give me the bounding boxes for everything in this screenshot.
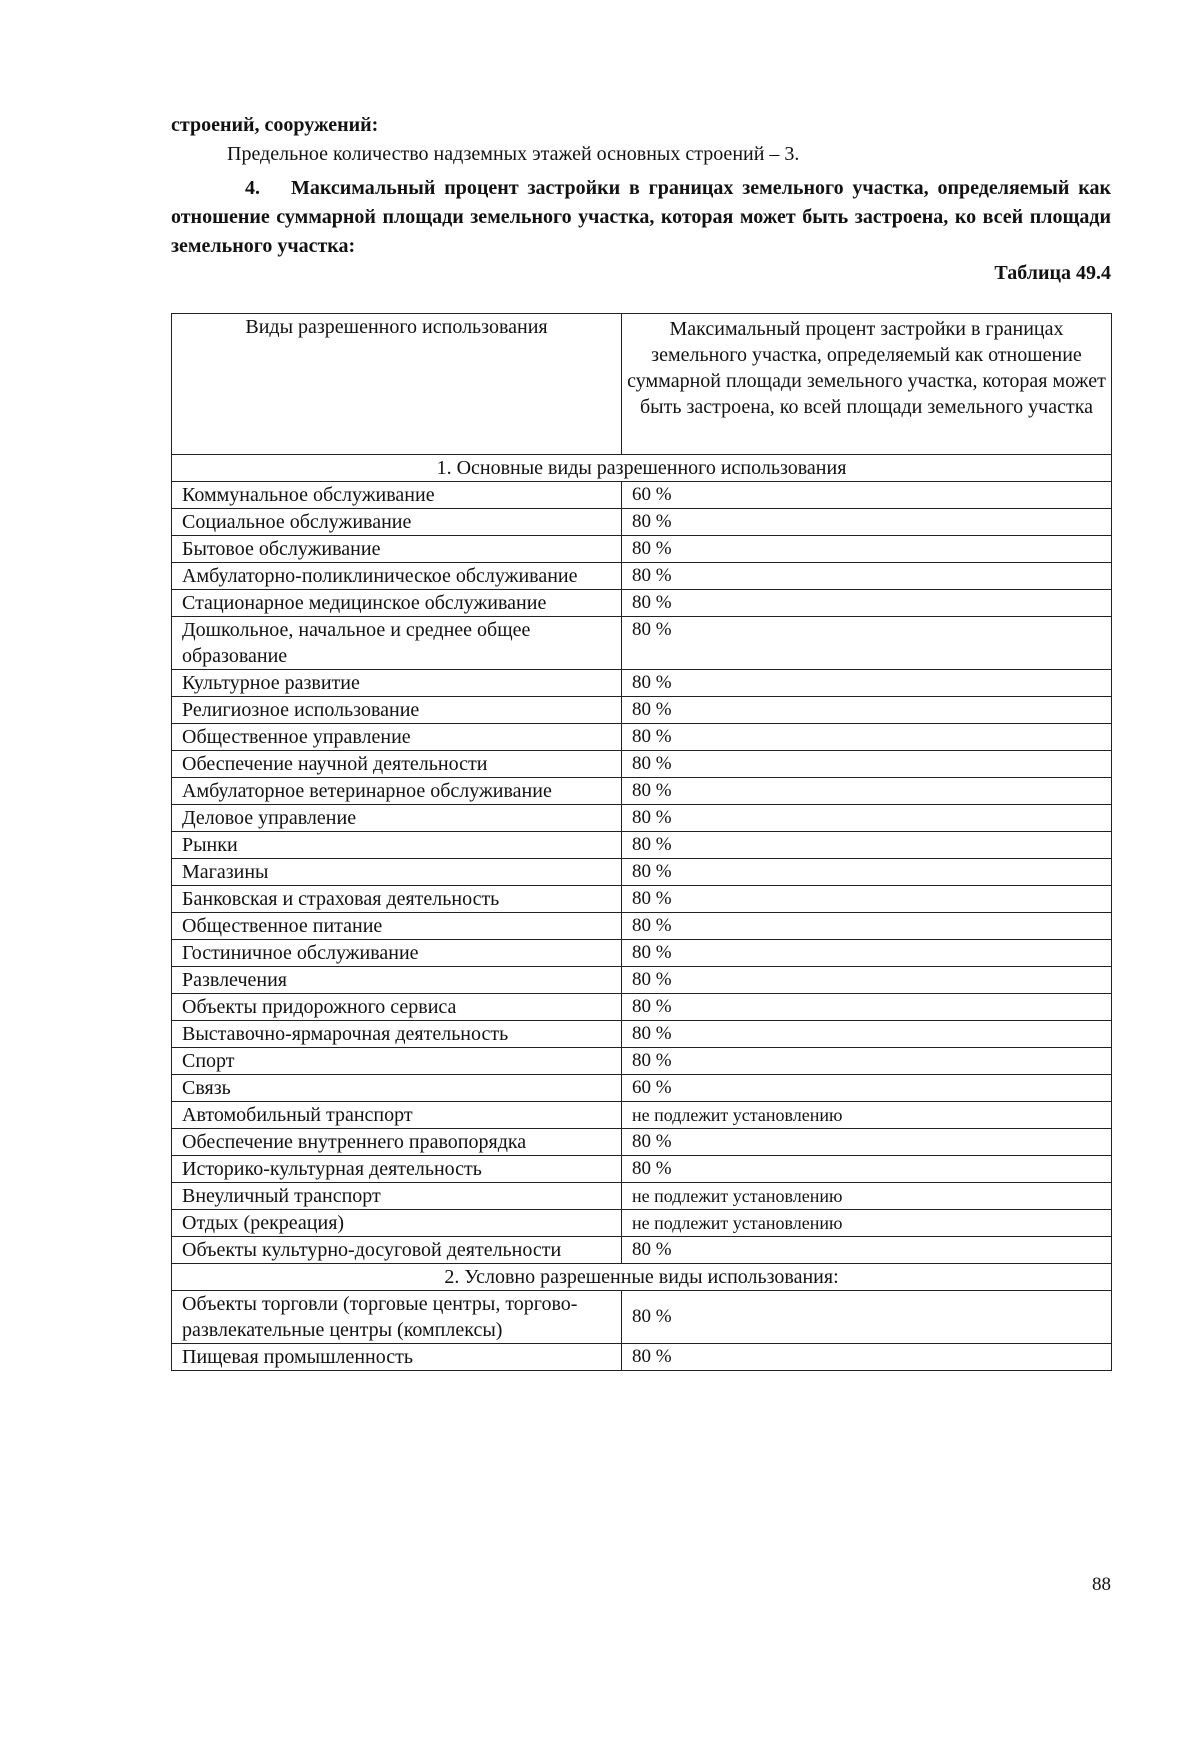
table-row [172,859,1112,886]
use-type-cell: Деловое управление [172,805,622,832]
table-row [172,805,1112,832]
coverage-value-cell: 80 % [622,751,1112,778]
coverage-value-cell: 80 % [622,590,1112,617]
coverage-value-cell: 80 % [622,778,1112,805]
coverage-value-cell: 80 % [622,509,1112,536]
coverage-value-cell: 80 % [622,805,1112,832]
coverage-value-cell: 80 % [622,886,1112,913]
coverage-value-cell: 60 % [622,1075,1112,1102]
use-type-cell: Обеспечение внутреннего правопорядка [172,1129,622,1156]
section-title: 1. Основные виды разрешенного использования [172,455,1112,482]
use-type-cell: Культурное развитие [172,670,622,697]
coverage-value-cell: 80 % [622,563,1112,590]
coverage-value-cell: 80 % [622,940,1112,967]
use-type-cell: Развлечения [172,967,622,994]
coverage-value-cell: 80 % [622,832,1112,859]
coverage-value-cell: 80 % [622,670,1112,697]
use-type-cell: Стационарное медицинское обслуживание [172,590,622,617]
building-coverage-table [171,313,1112,1371]
table-row [172,1210,1112,1237]
table-row [172,778,1112,805]
use-type-cell: Амбулаторно-поликлиническое обслуживание [172,563,622,590]
table-row [172,940,1112,967]
coverage-value-cell: 80 % [622,724,1112,751]
table-row [172,913,1112,940]
section-4-heading [171,174,1111,261]
use-type-cell: Гостиничное обслуживание [172,940,622,967]
section-heading-continuation: строений, сооружений: [171,114,379,136]
use-type-cell: Связь [172,1075,622,1102]
table-header-row [172,314,1112,455]
coverage-value-cell: не подлежит установлению [622,1210,1112,1237]
coverage-value-cell: 80 % [622,859,1112,886]
coverage-value-cell: 80 % [622,994,1112,1021]
table-row [172,590,1112,617]
table-row [172,1344,1112,1371]
section-title: 2. Условно разрешенные виды использования: [172,1264,1112,1291]
use-type-cell: Обеспечение научной деятельности [172,751,622,778]
table-row [172,1075,1112,1102]
table-row [172,1183,1112,1210]
floors-limit-text: Предельное количество надземных этажей основных строений – 3. [227,143,800,165]
use-type-cell: Дошкольное, начальное и среднее общее образование [172,617,622,670]
coverage-value-cell: 60 % [622,482,1112,509]
table-row [172,1291,1112,1344]
use-type-cell: Общественное питание [172,913,622,940]
use-type-cell: Историко-культурная деятельность [172,1156,622,1183]
use-type-cell: Внеуличный транспорт [172,1183,622,1210]
use-type-cell: Банковская и страховая деятельность [172,886,622,913]
use-type-cell: Выставочно-ярмарочная деятельность [172,1021,622,1048]
use-type-cell: Социальное обслуживание [172,509,622,536]
use-type-cell: Отдых (рекреация) [172,1210,622,1237]
use-type-cell: Магазины [172,859,622,886]
coverage-value-cell: 80 % [622,1237,1112,1264]
use-type-cell: Автомобильный транспорт [172,1102,622,1129]
table-row [172,670,1112,697]
coverage-value-cell: не подлежит установлению [622,1102,1112,1129]
use-type-cell: Коммунальное обслуживание [172,482,622,509]
section-title-row [172,455,1112,482]
table-row [172,1021,1112,1048]
use-type-cell: Спорт [172,1048,622,1075]
use-type-cell: Религиозное использование [172,697,622,724]
table-row [172,1129,1112,1156]
header-use-types: Виды разрешенного использования [172,314,622,455]
coverage-value-cell: 80 % [622,697,1112,724]
table-caption: Таблица 49.4 [994,262,1111,284]
section-4-text: Максимальный процент застройки в границах земельного участка, определяемый как отношение суммарной площади земельного участка, которая может быть застроена, ко всей площади земельного участка: [171,177,1111,257]
use-type-cell: Пищевая промышленность [172,1344,622,1371]
table-row [172,536,1112,563]
use-type-cell: Амбулаторное ветеринарное обслуживание [172,778,622,805]
table-row [172,563,1112,590]
use-type-cell: Рынки [172,832,622,859]
coverage-value-cell: 80 % [622,1344,1112,1371]
coverage-value-cell: 80 % [622,1291,1112,1344]
section-title-row [172,1264,1112,1291]
coverage-value-cell: 80 % [622,617,1112,670]
header-max-percent: Максимальный процент застройки в границах земельного участка, определяемый как отношение суммарной площади земельного участка, которая может быть застроена, ко всей площади земельного участка [622,314,1112,455]
use-type-cell: Объекты культурно-досуговой деятельности [172,1237,622,1264]
table-row [172,697,1112,724]
use-type-cell: Объекты придорожного сервиса [172,994,622,1021]
use-type-cell: Бытовое обслуживание [172,536,622,563]
coverage-value-cell: 80 % [622,1156,1112,1183]
table-row [172,724,1112,751]
table-row [172,509,1112,536]
coverage-value-cell: 80 % [622,536,1112,563]
table-row [172,994,1112,1021]
coverage-value-cell: 80 % [622,1021,1112,1048]
table-row [172,751,1112,778]
table-row [172,1048,1112,1075]
table-row [172,617,1112,670]
table-row [172,886,1112,913]
table-row [172,967,1112,994]
coverage-value-cell: 80 % [622,967,1112,994]
table-row [172,1102,1112,1129]
section-4-number: 4. [245,177,260,199]
coverage-value-cell: 80 % [622,1129,1112,1156]
table-row [172,482,1112,509]
table-body [172,455,1112,1371]
coverage-value-cell: не подлежит установлению [622,1183,1112,1210]
coverage-value-cell: 80 % [622,1048,1112,1075]
coverage-value-cell: 80 % [622,913,1112,940]
use-type-cell: Объекты торговли (торговые центры, торгово-развлекательные центры (комплексы) [172,1291,622,1344]
table-row [172,832,1112,859]
use-type-cell: Общественное управление [172,724,622,751]
table-row [172,1156,1112,1183]
page-number: 88 [1092,1574,1111,1595]
table-row [172,1237,1112,1264]
